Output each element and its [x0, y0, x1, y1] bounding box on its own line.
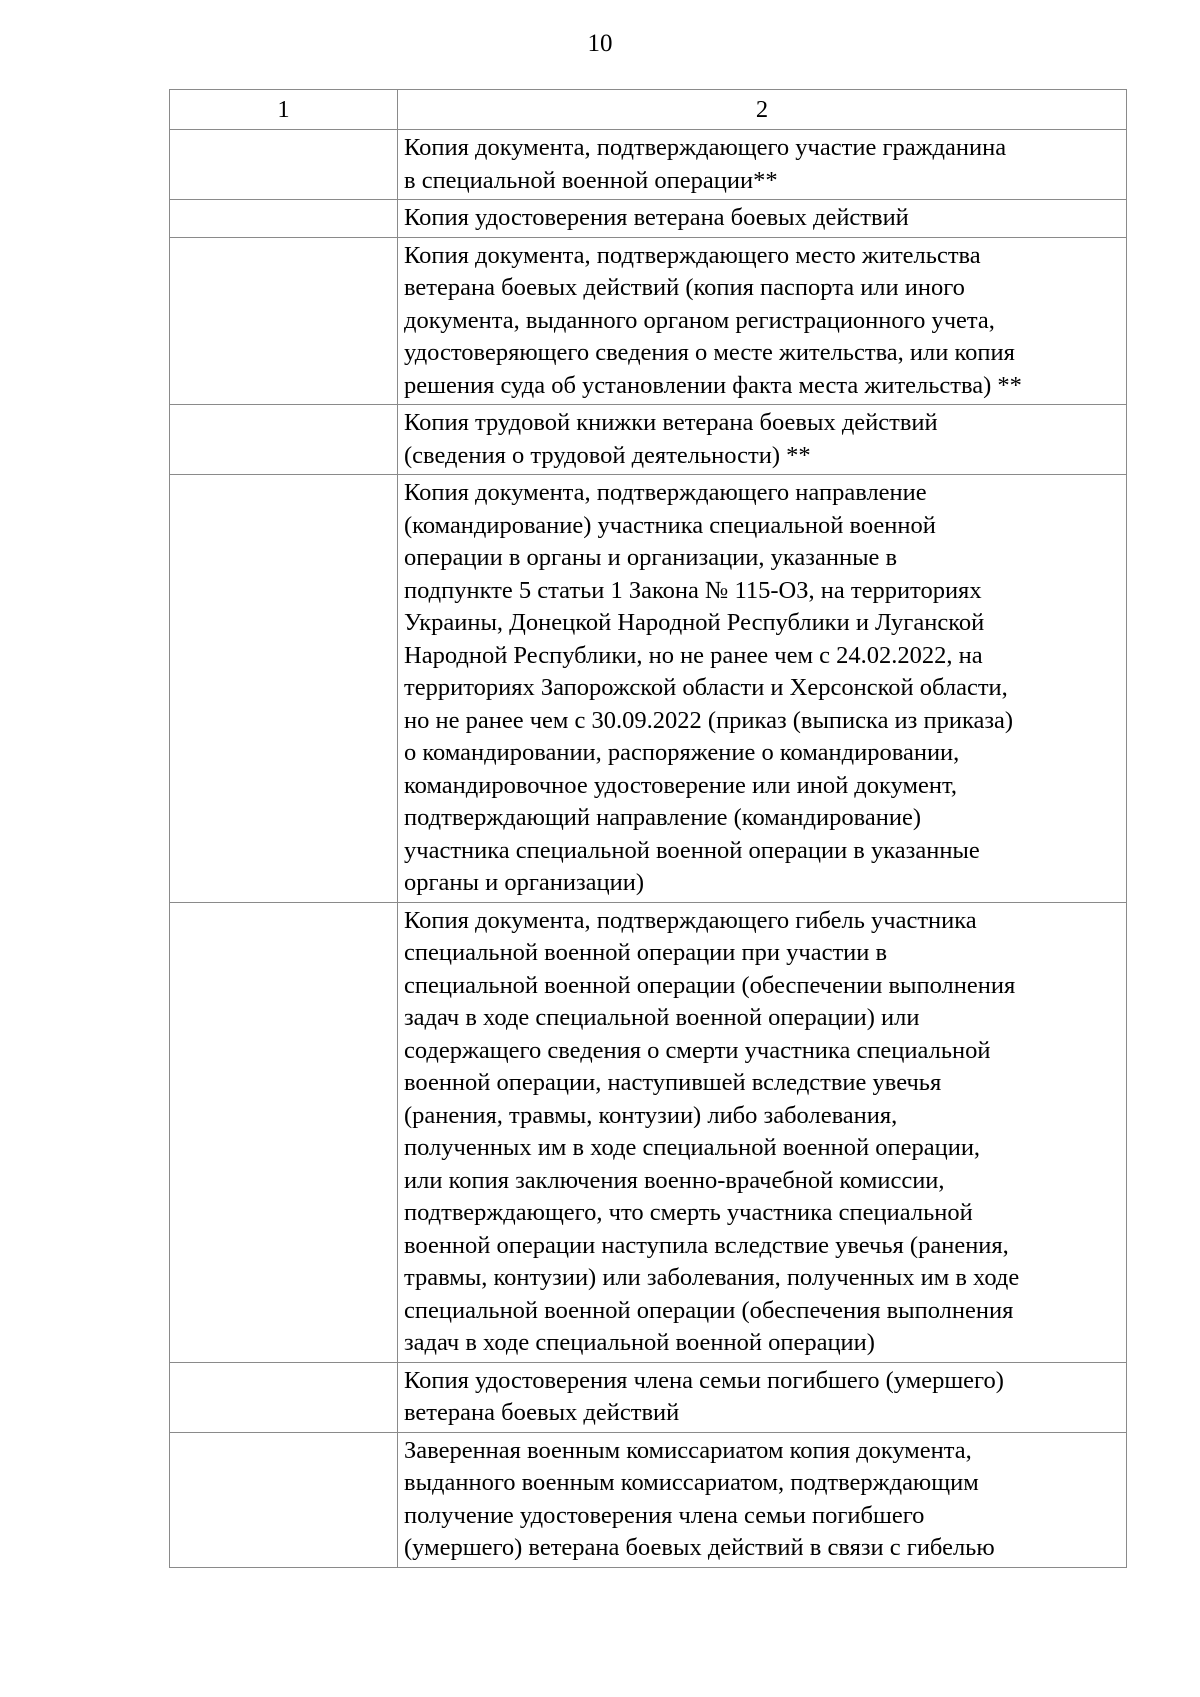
row-number-cell	[170, 237, 398, 405]
table-row	[170, 130, 1127, 200]
table-row	[170, 902, 1127, 1362]
page-number: 10	[587, 30, 613, 57]
document-description-cell	[398, 130, 1127, 200]
table-row	[170, 1362, 1127, 1432]
document-description-cell	[398, 405, 1127, 475]
document-description-cell	[398, 200, 1127, 238]
document-description-text: Копия документа, подтверждающего участие гражданина в специальной военной операции**	[404, 134, 1007, 194]
table-header-row	[170, 90, 1127, 130]
table-row	[170, 405, 1127, 475]
row-number-cell	[170, 1362, 398, 1432]
table-row	[170, 237, 1127, 405]
document-description-text: Заверенная военным комиссариатом копия документа, выданного военным комиссариатом, подтверждающим получение удостоверения члена семьи погибшего (умершего) ветерана боевых действий в связи с гибелью	[404, 1436, 995, 1561]
row-number-cell	[170, 130, 398, 200]
row-number-cell	[170, 405, 398, 475]
table-row	[170, 475, 1127, 903]
document-description-text: Копия документа, подтверждающего место жительства ветерана боевых действий (копия паспорта или иного документа, выданного органом регистрационного учета, удостоверяющего сведения о месте жительства, или копия решения суда об установлении факта места жительства) **	[404, 241, 1022, 399]
document-description-cell	[398, 1362, 1127, 1432]
row-number-cell	[170, 200, 398, 238]
document-description-text: Копия документа, подтверждающего гибель участника специальной военной операции при участии в специальной военной операции (обеспечении выполнения задач в ходе специальной военной операции) или содержащего сведения о смерти участника специальной военной операции, наступившей вследствие увечья (ранения, травмы, контузии) либо заболевания, полученных им в ходе специальной военной операции, или копия заключения военно-врачебной комиссии, подтверждающего, что смерть участника специальной военной операции наступила вследствие увечья (ранения, травмы, контузии) или заболевания, полученных им в ходе специальной военной операции (обеспечения выполнения задач в ходе специальной военной операции)	[404, 906, 1020, 1356]
document-description-cell	[398, 475, 1127, 903]
document-description-text: Копия трудовой книжки ветерана боевых действий (сведения о трудовой деятельности) **	[404, 409, 938, 469]
row-number-cell	[170, 902, 398, 1362]
document-description-cell	[398, 1432, 1127, 1567]
row-number-cell	[170, 1432, 398, 1567]
table-row	[170, 200, 1127, 238]
document-table	[169, 89, 1127, 1568]
table-row	[170, 1432, 1127, 1567]
row-number-cell	[170, 475, 398, 903]
document-description-text: Копия документа, подтверждающего направление (командирование) участника специальной военной операции в органы и организации, указанные в подпункте 5 статьи 1 Закона № 115-ОЗ, на территориях Украины, Донецкой Народной Республики и Луганской Народной Республики, но не ранее чем с 24.02.2022, на территориях Запорожской области и Херсонской области, но не ранее чем с 30.09.2022 (приказ (выписка из приказа) о командировании, распоряжение о командировании, командировочное удостоверение или иной документ, подтверждающий направление (командирование) участника специальной военной операции в указанные органы и организации)	[404, 479, 1014, 896]
document-description-text: Копия удостоверения ветерана боевых действий	[404, 204, 909, 231]
document-description-cell	[398, 902, 1127, 1362]
document-description-text: Копия удостоверения члена семьи погибшего (умершего) ветерана боевых действий	[404, 1366, 1004, 1426]
column-header-2: 2	[398, 90, 1127, 130]
document-description-cell	[398, 237, 1127, 405]
column-header-1: 1	[170, 90, 398, 130]
